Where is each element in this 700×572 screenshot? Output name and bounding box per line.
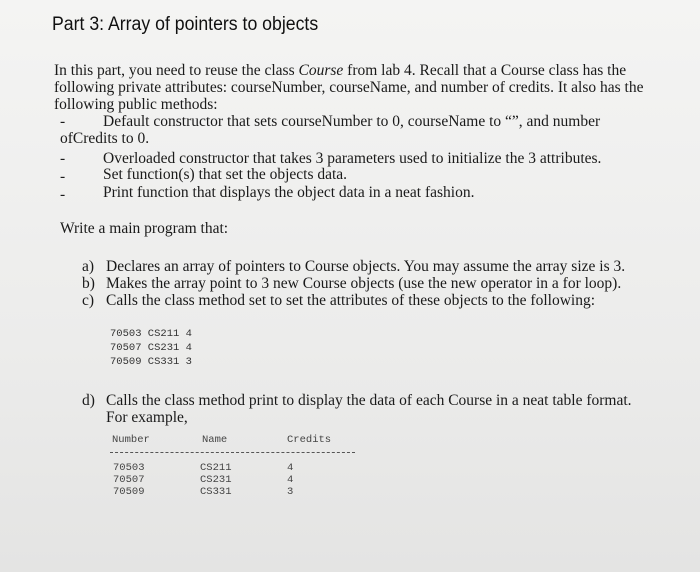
step-text: Makes the array point to 3 new Course objects (use the new operator in a for loop).	[106, 275, 622, 292]
sample-input-line: 70509 CS331 3	[110, 356, 192, 368]
table-column-name	[200, 462, 232, 498]
table-cell: 4	[287, 474, 294, 486]
step-text: Declares an array of pointers to Course objects. You may assume the array size is 3.	[106, 258, 626, 275]
table-column-number	[113, 462, 145, 498]
table-cell: CS231	[200, 474, 232, 486]
step-label: d)	[82, 392, 95, 409]
table-cell: CS331	[200, 486, 232, 498]
method-item: Print function that displays the object data in a neat fashion.	[103, 184, 475, 201]
method-item: Set function(s) that set the objects data.	[103, 166, 348, 183]
intro-line-1: In this part, you need to reuse the class Course from lab 4. Recall that a Course class has the	[54, 62, 627, 79]
table-cell: 70507	[113, 474, 145, 486]
step-text: Calls the class method print to display the data of each Course in a neat table format.	[106, 392, 632, 409]
table-cell: 3	[287, 486, 294, 498]
table-dashed-rule	[110, 452, 355, 453]
step-text: Calls the class method set to set the attributes of these objects to the following:	[106, 292, 596, 309]
step-label: b)	[82, 275, 95, 292]
table-cell: 70503	[113, 462, 145, 474]
intro-line-3: following public methods:	[54, 96, 218, 113]
table-header-number: Number	[112, 434, 150, 446]
intro-line-2: following private attributes: courseNumber, courseName, and number of credits. It also has the	[54, 79, 644, 96]
table-cell: 70509	[113, 486, 145, 498]
bullet-dash: -	[60, 168, 66, 185]
step-label: a)	[82, 258, 95, 275]
method-item: Default constructor that sets courseNumber to 0, courseName to “”, and number	[103, 113, 601, 130]
table-header-credits: Credits	[287, 434, 332, 446]
sample-input-line: 70503 CS211 4	[110, 328, 192, 340]
main-program-heading: Write a main program that:	[60, 220, 229, 237]
bullet-dash: -	[60, 186, 66, 203]
table-cell: CS211	[200, 462, 232, 474]
step-text-continued: For example,	[106, 409, 188, 426]
bullet-dash: -	[60, 150, 66, 167]
bullet-dash: -	[60, 113, 66, 130]
table-header-name: Name	[202, 434, 228, 446]
intro-paragraph	[54, 62, 664, 113]
step-label: c)	[82, 292, 95, 309]
table-column-credits	[287, 462, 293, 498]
page-title: Part 3: Array of pointers to objects	[52, 14, 319, 35]
sample-input-line: 70507 CS231 4	[110, 342, 192, 354]
method-item-continued: ofCredits to 0.	[60, 130, 150, 147]
method-item: Overloaded constructor that takes 3 parameters used to initialize the 3 attributes.	[103, 150, 602, 167]
table-cell: 4	[287, 462, 294, 474]
